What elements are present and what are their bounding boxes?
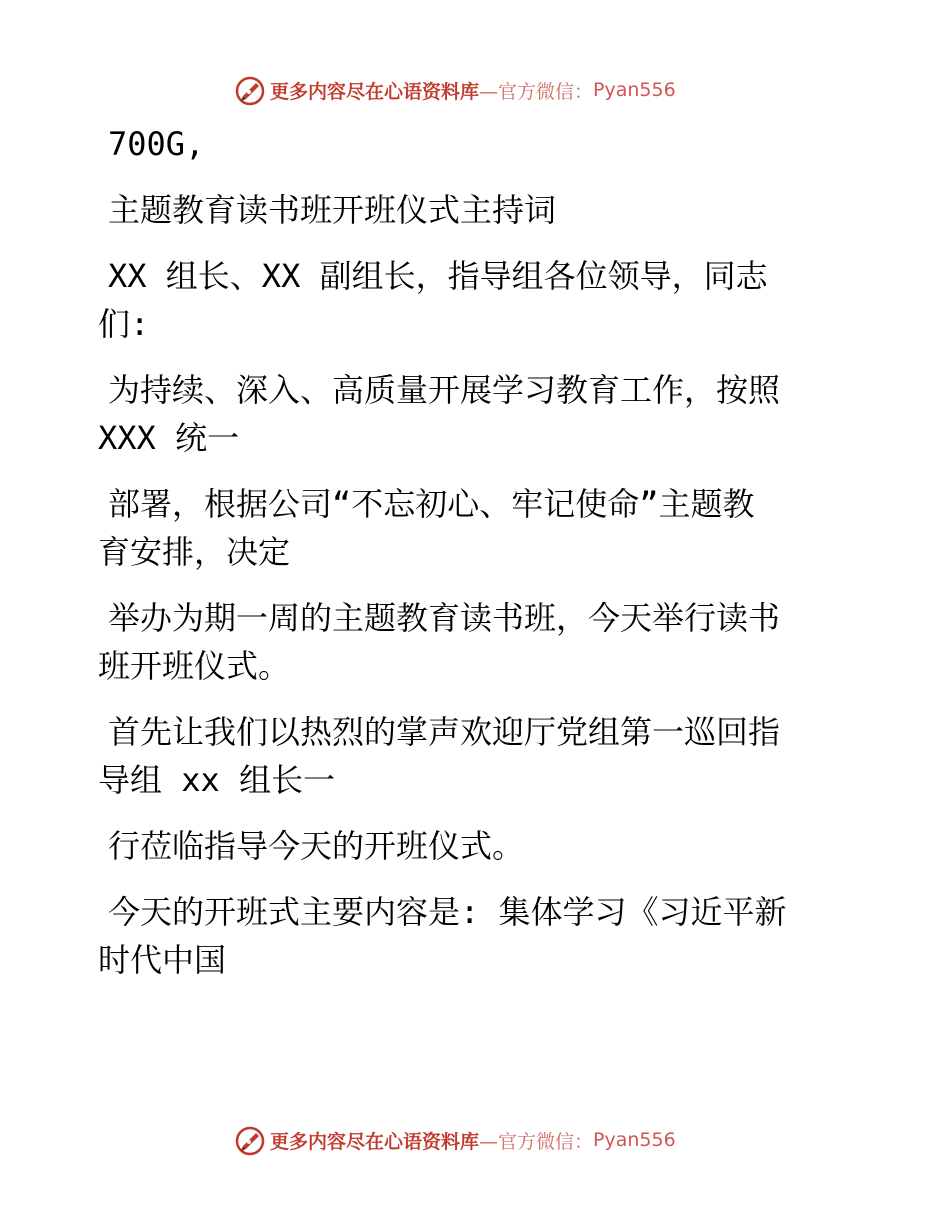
watermark-dash: —官方微信： [479,80,594,103]
paragraph-gap [98,234,838,252]
paragraph-gap [98,168,838,186]
document-line: 首先让我们以热烈的掌声欢迎厅党组第一巡回指 [108,713,781,751]
watermark-text: 更多内容尽在心语资料库 [270,80,480,103]
footer-watermark [234,1120,676,1160]
paragraph-gap [98,690,838,708]
document-line: 部署，根据公司“不忘初心、牢记使命”主题教 [108,485,755,523]
document-line: 为持续、深入、高质量开展学习教育工作，按照 [108,371,781,409]
paragraph-gap [98,462,838,480]
document-line: XX 组长、XX 副组长，指导组各位领导，同志 [108,257,768,295]
header-watermark [234,70,676,110]
watermark-text: 更多内容尽在心语资料库 [270,1130,480,1153]
document-line: XXX 统一 [98,419,240,457]
document-line: 行莅临指导今天的开班仪式。 [108,827,525,865]
document-line: 班开班仪式。 [98,647,291,685]
pen-circle-logo-icon [234,1124,266,1156]
document-line: 时代中国 [98,941,227,979]
watermark-id: Pyan556 [593,79,676,101]
watermark-id: Pyan556 [593,1129,676,1151]
document-line: 今天的开班式主要内容是: 集体学习《习近平新 [108,893,787,931]
paragraph-gap [98,576,838,594]
paragraph-gap [98,804,838,822]
document-body [98,120,838,984]
paragraph-gap [98,348,838,366]
pen-circle-logo-icon [234,74,266,106]
document-line: 们: [98,305,150,343]
document-line: 举办为期一周的主题教育读书班，今天举行读书 [108,599,781,637]
document-line: 导组 xx 组长一 [98,761,336,799]
document-line: 育安排，决定 [98,533,291,571]
watermark-dash: —官方微信： [479,1130,594,1153]
document-line: 主题教育读书班开班仪式主持词 [108,191,557,229]
document-line: 700G, [108,125,205,163]
paragraph-gap [98,870,838,888]
